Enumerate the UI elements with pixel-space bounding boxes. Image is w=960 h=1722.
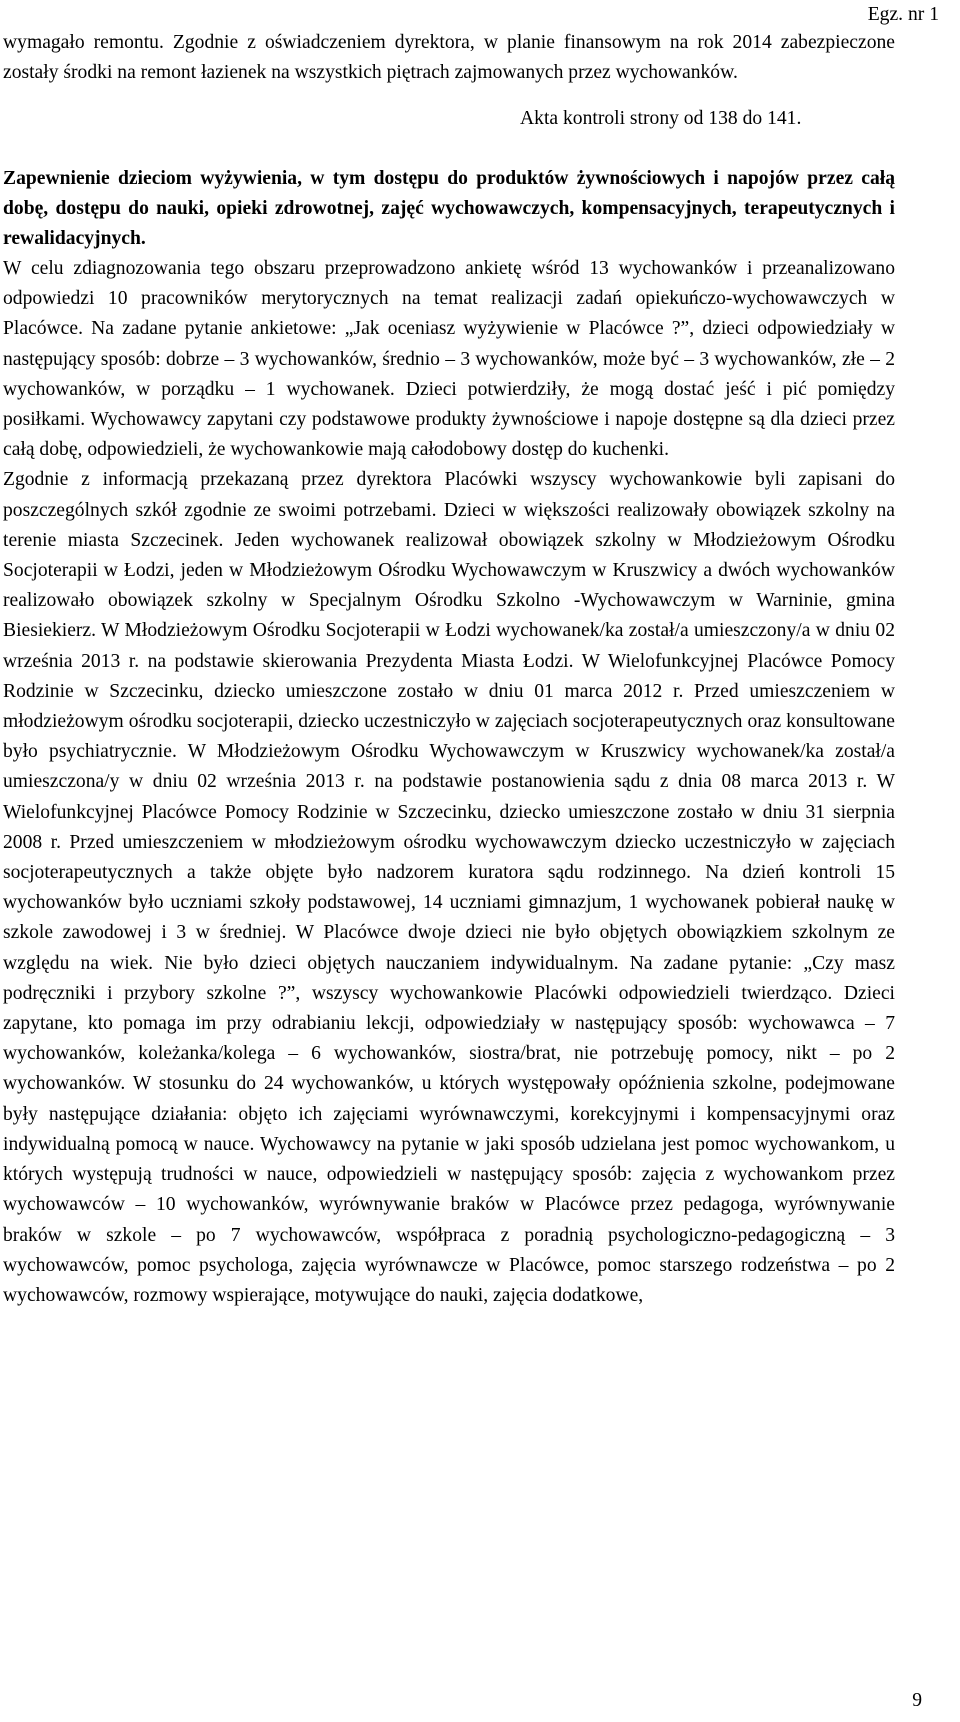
section-body (3, 254, 895, 1311)
body-paragraph-schooling: Zgodnie z informacją przekazaną przez dyrektora Placówki wszyscy wychowankowie byli zapisani do poszczególnych szkół zgodnie ze swoimi potrzebami. Dzieci w większości realizowały obowiązek szkolny na terenie miasta Szczecinek. Jeden wychowanek realizował obowiązek szkolny w Młodzieżowym Ośrodku Socjoterapii w Łodzi, jeden w Młodzieżowym Ośrodku Wychowawczym w Kruszwicy a dwóch wychowanków realizowało obowiązek szkolny w Specjalnym Ośrodku Szkolno -Wychowawczym w Warninie, gmina Biesiekierz. W Młodzieżowym Ośrodku Socjoterapii w Łodzi wychowanek/ka został/a umieszczony/a w dniu 02 września 2013 r. na podstawie skierowania Prezydenta Miasta Łodzi. W Wielofunkcyjnej Placówce Pomocy Rodzinie w Szczecinku, dziecko umieszczone zostało w dniu 01 marca 2012 r. Przed umieszczeniem w młodzieżowym ośrodku socjoterapii, dziecko uczestniczyło w zajęciach socjoterapeutycznych oraz konsultowane było psychiatrycznie. W Młodzieżowym Ośrodku Wychowawczym w Kruszwicy wychowanek/ka został/a umieszczona/y w dniu 02 września 2013 r. na podstawie postanowienia sądu z dnia 08 marca 2013 r. W Wielofunkcyjnej Placówce Pomocy Rodzinie w Szczecinku, dziecko umieszczone zostało w dniu 31 sierpnia 2008 r. Przed umieszczeniem w młodzieżowym ośrodku wychowawczym dziecko uczestniczyło w zajęciach socjoterapeutycznych a także objęte było nadzorem kuratora sądu rodzinnego. Na dzień kontroli 15 wychowanków było uczniami szkoły podstawowej, 14 uczniami gimnazjum, 1 wychowanek pobierał naukę w szkole zawodowej i 3 w średniej. W Placówce dwoje dzieci nie było objętych obowiązkiem szkolnym ze względu na wiek. Nie było dzieci objętych nauczaniem indywidualnym. Na zadane pytanie: „Czy masz podręczniki i przybory szkolne ?”, wszyscy wychowankowie Placówki odpowiedzieli twierdząco. Dzieci zapytane, kto pomaga im przy odrabianiu lekcji, odpowiedziały w następujący sposób: wychowawca – 7 wychowanków, koleżanka/kolega – 6 wychowanków, siostra/brat, nie potrzebuję pomocy, nikt – po 2 wychowanków. W stosunku do 24 wychowanków, u których występowały opóźnienia szkolne, podejmowane były następujące działania: objęto ich zajęciami wyrównawczymi, korekcyjnymi i kompensacyjnymi oraz indywidualną pomocą w nauce. Wychowawcy na pytanie w jaki sposób udzielana jest pomoc wychowankom, u których występują trudności w nauce, odpowiedzieli w następujący sposób: zajęcia z wychowankom przez wychowawców – 10 wychowanków, wyrównywanie braków w Placówce przez pedagoga, wyrównywanie braków w szkole – po 7 wychowawców, współpraca z poradnią psychologiczno-pedagogiczną – 3 wychowawców, pomoc psychologa, zajęcia wyrównawcze w Placówce, pomoc starszego rodzeństwa – po 2 wychowawców, rozmowy wspierające, motywujące do nauki, zajęcia dodatkowe, (3, 469, 895, 1306)
files-reference: Akta kontroli strony od 138 do 141. (520, 108, 802, 129)
page-number: 9 (912, 1690, 922, 1711)
body-paragraph-survey: W celu zdiagnozowania tego obszaru przeprowadzono ankietę wśród 13 wychowanków i przeanalizowano odpowiedzi 10 pracowników merytorycznych na temat realizacji zadań opiekuńczo-wychowawczych w Placówce. Na zadane pytanie ankietowe: „Jak oceniasz wyżywienie w Placówce ?”, dzieci odpowiedziały w następujący sposób: dobrze – 3 wychowanków, średnio – 3 wychowanków, może być – 3 wychowanków, złe – 2 wychowanków, w porządku – 1 wychowanek. Dzieci potwierdziły, że mogą dostać jeść i pić pomiędzy posiłkami. Wychowawcy zapytani czy podstawowe produkty żywnościowe i napoje dostępne są dla dzieci przez całą dobę, odpowiedzieli, że wychowankowie mają całodobowy dostęp do kuchenki. (3, 258, 895, 461)
section-heading: Zapewnienie dzieciom wyżywienia, w tym dostępu do produktów żywnościowych i napojów przez całą dobę, dostępu do nauki, opieki zdrowotnej, zajęć wychowawczych, kompensacyjnych, terapeutycznych i rewalidacyjnych. (3, 168, 895, 250)
intro-paragraph: wymagało remontu. Zgodnie z oświadczeniem dyrektora, w planie finansowym na rok 2014 zabezpieczone zostały środki na remont łazienek na wszystkich piętrach zajmowanych przez wychowanków. (3, 32, 895, 84)
copy-number-label: Egz. nr 1 (867, 4, 939, 25)
